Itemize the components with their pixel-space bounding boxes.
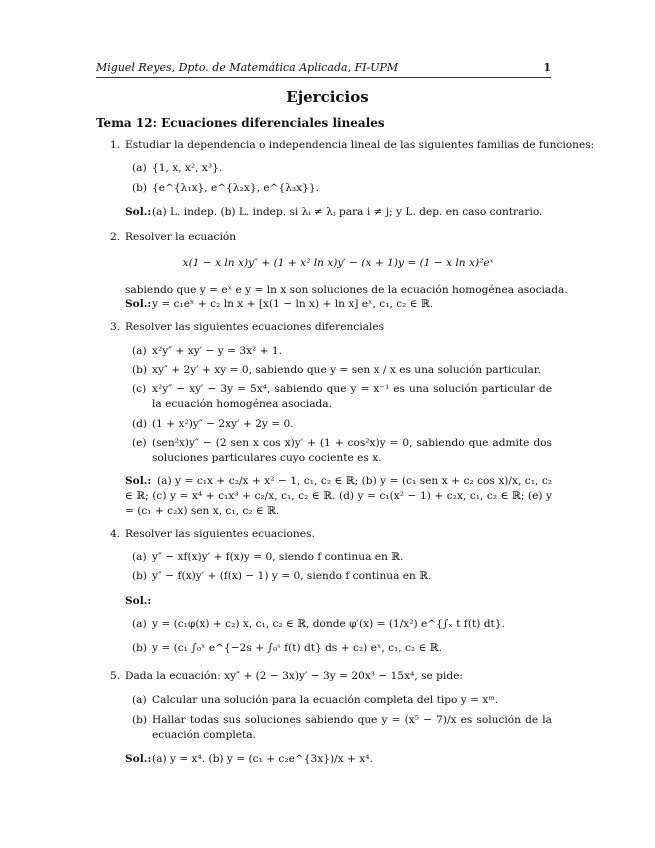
problem-2-number: 2. xyxy=(110,231,121,243)
problem-3-item-c: x²y″ − xy′ − 3y = 5x⁴, sabiendo que y = x⁻¹ es una solución particular de la ecuación homogénea asociada. xyxy=(152,383,552,410)
problem-4-sol-b-label: (b) xyxy=(132,642,148,654)
problem-3-item-e: (sen²x)y″ − (2 sen x cos x)y′ + (1 + cos²x)y = 0, sabiendo que admite dos soluciones particulares cuyo cociente es x. xyxy=(152,437,552,464)
problem-3-item-d-label: (d) xyxy=(132,418,148,430)
problem-4-statement: Resolver las siguientes ecuaciones. xyxy=(125,528,315,540)
problem-5-item-b: Hallar todas sus soluciones sabiendo que y = (x⁵ − 7)/x es solución de la ecuación completa. xyxy=(152,714,552,741)
problem-2-sol-label: Sol.: xyxy=(125,298,152,310)
problem-4-number: 4. xyxy=(110,528,121,540)
problem-2-equation: x(1 − x ln x)y″ + (1 + x² ln x)y′ − (x + 1)y = (1 − x ln x)²eˣ xyxy=(182,257,494,269)
problem-4-sol-b: y = (c₁ ∫₀ˣ e^{−2s + ∫₀ˢ f(t) dt} ds + c₂) eˣ, c₁, c₂ ∈ ℝ. xyxy=(152,642,442,654)
problem-4-sol-a: y = (c₁φ(x) + c₂) x, c₁, c₂ ∈ ℝ, donde φ′(x) = (1/x²) e^{∫ₓ t f(t) dt}. xyxy=(152,618,505,630)
problem-5-number: 5. xyxy=(110,670,121,682)
problem-5-sol-label: Sol.: xyxy=(125,753,152,765)
problem-2-statement: Resolver la ecuación xyxy=(125,231,237,243)
page-title: Ejercicios xyxy=(286,88,369,106)
problem-5-statement: Dada la ecuación: xy″ + (2 − 3x)y′ − 3y = 20x³ − 15x⁴, se pide: xyxy=(125,670,463,682)
header-page-number: 1 xyxy=(543,61,551,74)
running-header xyxy=(96,61,551,78)
problem-1-number: 1. xyxy=(110,139,121,151)
problem-1-item-b-label: (b) xyxy=(132,182,148,194)
problem-1-sol-label: Sol.: xyxy=(125,206,152,218)
problem-3-item-d: (1 + x²)y″ − 2xy′ + 2y = 0. xyxy=(152,418,294,430)
problem-1-solution: (a) L. indep. (b) L. indep. si λᵢ ≠ λⱼ para i ≠ j; y L. dep. en caso contrario. xyxy=(152,206,543,218)
problem-2-context: sabiendo que y = eˣ e y = ln x son soluciones de la ecuación homogénea asociada. xyxy=(125,284,568,296)
problem-5-item-a-label: (a) xyxy=(132,694,147,706)
problem-3-item-c-label: (c) xyxy=(132,383,147,395)
problem-3-item-a-label: (a) xyxy=(132,345,147,357)
problem-4-sol-label: Sol.: xyxy=(125,595,152,607)
header-author: Miguel Reyes, Dpto. de Matemática Aplicada, FI-UPM xyxy=(96,61,399,74)
problem-1-item-a: {1, x, x², x³}. xyxy=(152,162,223,174)
problem-5-solution: (a) y = x⁴. (b) y = (c₁ + c₂e^{3x})/x + x⁴. xyxy=(152,753,373,765)
problem-3-item-a: x²y″ + xy′ − y = 3x² + 1. xyxy=(152,345,283,357)
problem-1-item-b: {e^{λ₁x}, e^{λ₂x}, e^{λ₃x}}. xyxy=(152,182,320,194)
problem-3-solution: (a) y = c₁x + c₂/x + x² − 1, c₁, c₂ ∈ ℝ; (b) y = (c₁ sen x + c₂ cos x)/x, c₁, c₂ ∈ ℝ; (c) y = x⁴ + c₁x³ + c₂/x, c₁, c₂ ∈ ℝ. (d) y = c₁(x² − 1) + c₂x, c₁, c₂ ∈ ℝ; (e) y = (c₁ + c₂x) sen x, c₁, c₂ ∈ ℝ. xyxy=(125,475,552,517)
section-heading: Tema 12: Ecuaciones diferenciales lineales xyxy=(96,116,385,130)
problem-3-item-b: xy″ + 2y′ + xy = 0, sabiendo que y = sen x / x es una solución particular. xyxy=(152,364,542,376)
problem-4-item-a: y″ − xf(x)y′ + f(x)y = 0, siendo f continua en ℝ. xyxy=(152,551,404,563)
problem-3-number: 3. xyxy=(110,321,121,333)
problem-3-sol-label: Sol.: xyxy=(125,475,152,487)
problem-4-item-b: y″ − f(x)y′ + (f(x) − 1) y = 0, siendo f continua en ℝ. xyxy=(152,570,432,582)
problem-2-solution: y = c₁eˣ + c₂ ln x + [x(1 − ln x) + ln x] eˣ, c₁, c₂ ∈ ℝ. xyxy=(152,298,434,310)
problem-5-item-b-label: (b) xyxy=(132,714,148,726)
problem-4-sol-a-label: (a) xyxy=(132,618,147,630)
problem-5-item-a: Calcular una solución para la ecuación completa del tipo y = xᵐ. xyxy=(152,694,499,706)
problem-3-item-e-label: (e) xyxy=(132,437,147,449)
problem-3-statement: Resolver las siguientes ecuaciones diferenciales xyxy=(125,321,385,333)
problem-3-item-b-label: (b) xyxy=(132,364,148,376)
problem-4-item-b-label: (b) xyxy=(132,570,148,582)
problem-1-item-a-label: (a) xyxy=(132,162,147,174)
problem-4-item-a-label: (a) xyxy=(132,551,147,563)
problem-1-statement: Estudiar la dependencia o independencia lineal de las siguientes familias de funciones: xyxy=(125,139,595,151)
